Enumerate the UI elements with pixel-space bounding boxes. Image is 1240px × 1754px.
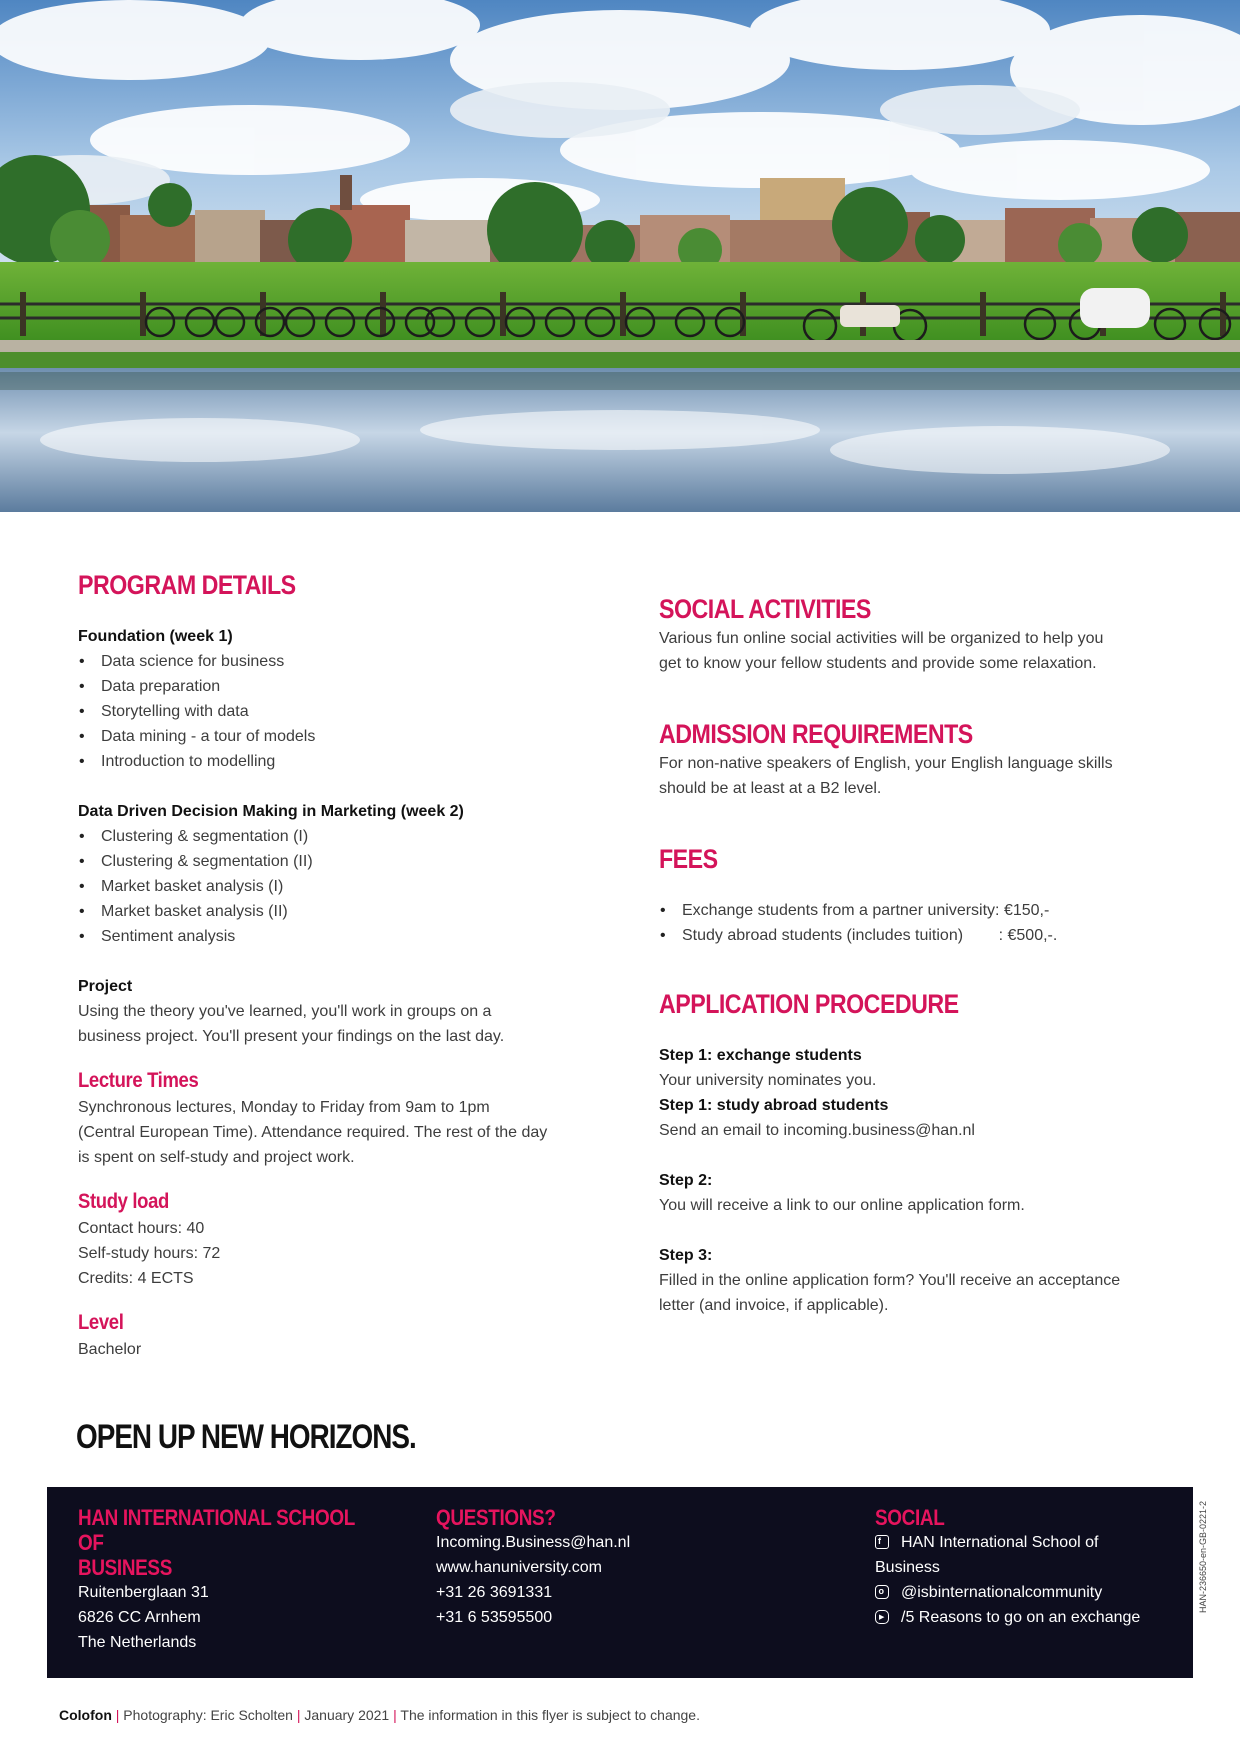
address-line: Ruitenberglaan 31 bbox=[78, 1584, 209, 1601]
list-item: • Market basket analysis (I) bbox=[78, 874, 598, 899]
footer-panel bbox=[47, 1487, 1193, 1678]
step1-exchange-label: Step 1: exchange students bbox=[659, 1047, 862, 1064]
colofon-photo: Photography: Eric Scholten bbox=[123, 1707, 293, 1723]
separator: | bbox=[296, 1707, 305, 1723]
hero-photo bbox=[0, 0, 1240, 512]
instagram-label: @isbinternationalcommunity bbox=[901, 1584, 1103, 1601]
tagline: OPEN UP NEW HORIZONS. bbox=[76, 1418, 416, 1456]
lecture-text-line: is spent on self-study and project work. bbox=[78, 1149, 355, 1166]
project-text-line: business project. You'll present your findings on the last day. bbox=[78, 1028, 505, 1045]
phone-link[interactable]: +31 26 3691331 bbox=[436, 1584, 553, 1601]
instagram-icon: o bbox=[875, 1585, 889, 1599]
instagram-link[interactable] bbox=[875, 1580, 1175, 1605]
step3-text-line: letter (and invoice, if applicable). bbox=[659, 1297, 889, 1314]
step1-abroad-label: Step 1: study abroad students bbox=[659, 1097, 889, 1114]
address-line: 6826 CC Arnhem bbox=[78, 1609, 201, 1626]
social-text-line: Various fun online social activities will be organized to help you bbox=[659, 630, 1104, 647]
study-load-line: Credits: 4 ECTS bbox=[78, 1270, 194, 1287]
project-text-line: Using the theory you've learned, you'll work in groups on a bbox=[78, 1003, 492, 1020]
program-details-title: PROGRAM DETAILS bbox=[78, 570, 296, 600]
step2-text: You will receive a link to our online application form. bbox=[659, 1197, 1025, 1214]
list-item: • Exchange students from a partner university: €150,- bbox=[659, 898, 1179, 923]
step1-abroad-text: Send an email to incoming.business@han.nl bbox=[659, 1122, 975, 1139]
admission-requirements-title: ADMISSION REQUIREMENTS bbox=[659, 719, 973, 749]
document-code bbox=[1196, 1490, 1210, 1630]
colofon-note: The information in this flyer is subject to change. bbox=[400, 1707, 700, 1723]
separator: | bbox=[115, 1707, 124, 1723]
facebook-link[interactable] bbox=[875, 1530, 1175, 1555]
youtube-link[interactable] bbox=[875, 1605, 1175, 1630]
colofon-date: January 2021 bbox=[304, 1707, 390, 1723]
colofon bbox=[59, 1707, 700, 1723]
study-load-line: Self-study hours: 72 bbox=[78, 1245, 221, 1262]
lecture-text-line: (Central European Time). Attendance required. The rest of the day bbox=[78, 1124, 548, 1141]
address-line: The Netherlands bbox=[78, 1634, 197, 1651]
project-heading: Project bbox=[78, 978, 133, 995]
footer-school bbox=[78, 1505, 408, 1655]
level-heading: Level bbox=[78, 1311, 124, 1334]
step1-exchange-text: Your university nominates you. bbox=[659, 1072, 877, 1089]
social-title: SOCIAL bbox=[875, 1505, 945, 1530]
list-item: • Study abroad students (includes tuition) : €500,-. bbox=[659, 923, 1179, 948]
level-value: Bachelor bbox=[78, 1341, 142, 1358]
riverside-landscape-image bbox=[0, 0, 1240, 512]
lecture-text-line: Synchronous lectures, Monday to Friday from 9am to 1pm bbox=[78, 1099, 490, 1116]
left-column bbox=[78, 568, 598, 1362]
step2-label: Step 2: bbox=[659, 1172, 713, 1189]
fees-title: FEES bbox=[659, 844, 718, 874]
admission-text-line: For non-native speakers of English, your English language skills bbox=[659, 755, 1113, 772]
email-link[interactable]: Incoming.Business@han.nl bbox=[436, 1534, 631, 1551]
list-item: • Data mining - a tour of models bbox=[78, 724, 598, 749]
school-title-line: HAN INTERNATIONAL SCHOOL OF bbox=[78, 1505, 355, 1555]
separator: | bbox=[393, 1707, 401, 1723]
list-item: • Sentiment analysis bbox=[78, 924, 598, 949]
questions-title: QUESTIONS? bbox=[436, 1505, 556, 1530]
document-code-text: HAN-236650-en-GB-0221-2 bbox=[1198, 1500, 1208, 1614]
footer-questions bbox=[436, 1505, 756, 1630]
foundation-heading: Foundation (week 1) bbox=[78, 628, 233, 645]
admission-text-line: should be at least at a B2 level. bbox=[659, 780, 882, 797]
phone-link[interactable]: +31 6 53595500 bbox=[436, 1609, 553, 1626]
list-item: • Clustering & segmentation (II) bbox=[78, 849, 598, 874]
school-title-line: BUSINESS bbox=[78, 1555, 172, 1580]
list-item: • Market basket analysis (II) bbox=[78, 899, 598, 924]
social-activities-title: SOCIAL ACTIVITIES bbox=[659, 594, 871, 624]
marketing-list bbox=[78, 824, 598, 949]
marketing-heading: Data Driven Decision Making in Marketing (week 2) bbox=[78, 803, 464, 820]
list-item: • Clustering & segmentation (I) bbox=[78, 824, 598, 849]
study-load-heading: Study load bbox=[78, 1190, 169, 1213]
list-item: • Data science for business bbox=[78, 649, 598, 674]
study-load-line: Contact hours: 40 bbox=[78, 1220, 205, 1237]
website-link[interactable]: www.hanuniversity.com bbox=[436, 1559, 602, 1576]
step3-label: Step 3: bbox=[659, 1247, 713, 1264]
list-item: • Storytelling with data bbox=[78, 699, 598, 724]
foundation-list bbox=[78, 649, 598, 774]
right-column bbox=[659, 592, 1179, 1318]
facebook-label-cont: Business bbox=[875, 1559, 940, 1576]
youtube-label: /5 Reasons to go on an exchange bbox=[901, 1609, 1141, 1626]
list-item: • Data preparation bbox=[78, 674, 598, 699]
footer-social bbox=[875, 1505, 1175, 1630]
social-text-line: get to know your fellow students and provide some relaxation. bbox=[659, 655, 1097, 672]
list-item: • Introduction to modelling bbox=[78, 749, 598, 774]
application-procedure-title: APPLICATION PROCEDURE bbox=[659, 989, 959, 1019]
youtube-icon: ▶ bbox=[875, 1610, 889, 1624]
step3-text-line: Filled in the online application form? You'll receive an acceptance bbox=[659, 1272, 1121, 1289]
facebook-label: HAN International School of bbox=[901, 1534, 1099, 1551]
facebook-icon: f bbox=[875, 1535, 889, 1549]
lecture-times-heading: Lecture Times bbox=[78, 1069, 199, 1092]
colofon-label: Colofon bbox=[59, 1707, 112, 1723]
fees-list bbox=[659, 898, 1179, 948]
